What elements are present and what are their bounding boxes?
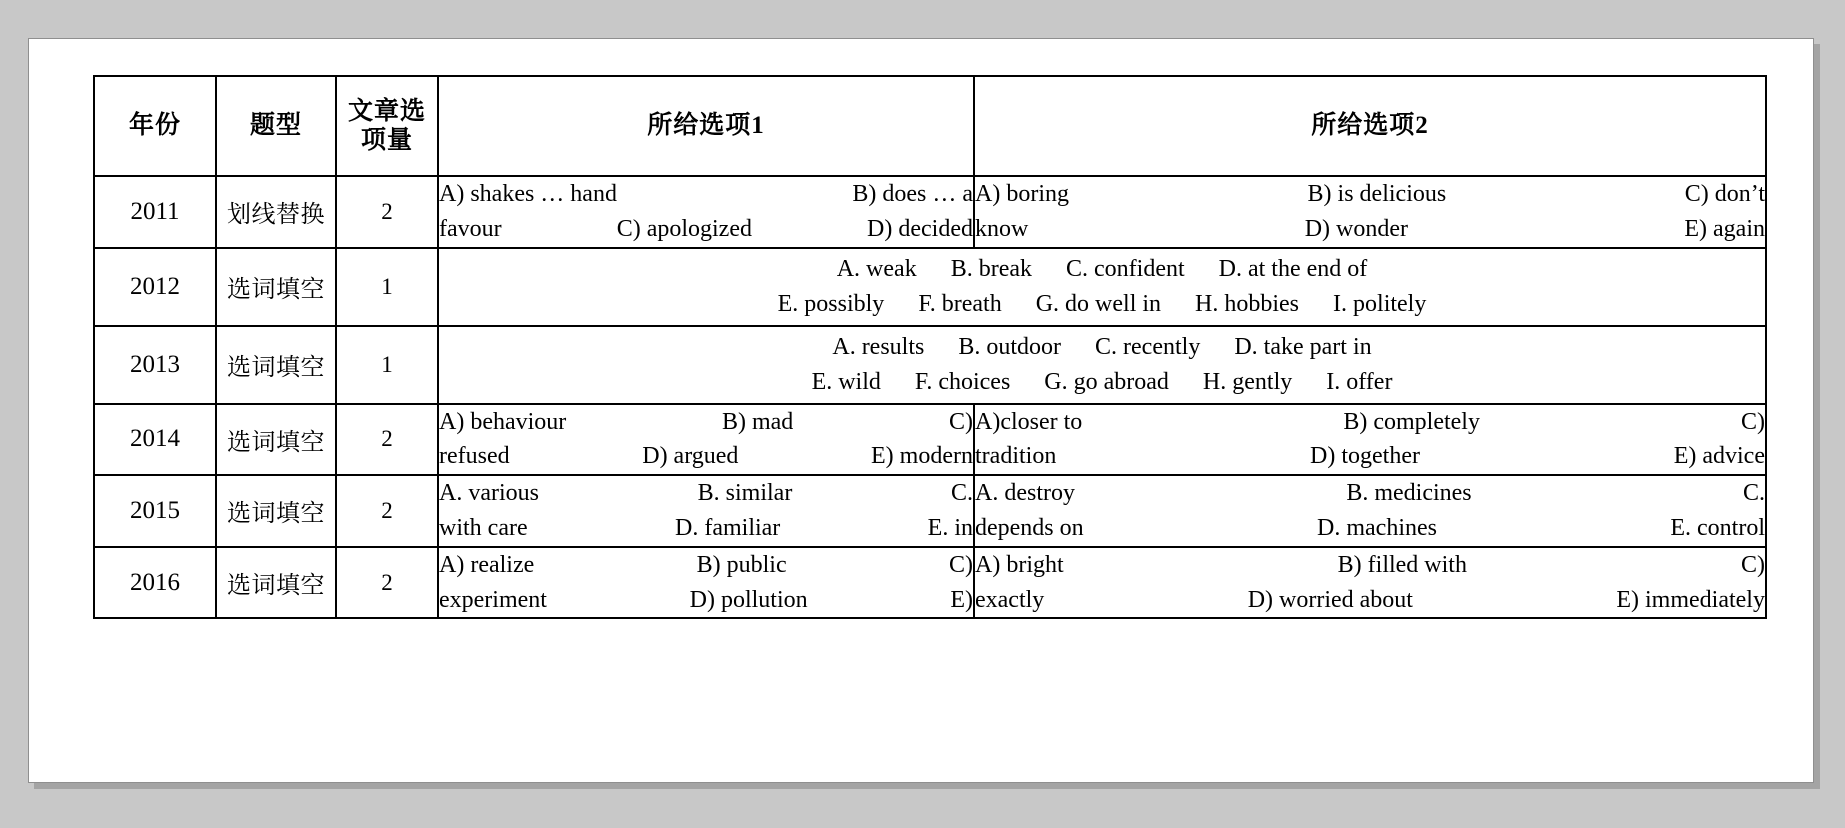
option-line xyxy=(975,439,1765,474)
option-item: H. gently xyxy=(1202,368,1293,395)
option-item: tradition xyxy=(975,443,1057,470)
option-item: I. politely xyxy=(1333,290,1427,317)
option-item: A) behaviour xyxy=(439,408,567,435)
option-line xyxy=(975,212,1765,247)
option-item: C) xyxy=(949,408,973,435)
option-item: C) xyxy=(1741,408,1765,435)
option-item: A. various xyxy=(439,480,539,507)
cell-option-count: 2 xyxy=(336,547,438,619)
option-item: with care xyxy=(439,514,528,541)
option-item: D. take part in xyxy=(1234,333,1372,360)
option-item: A. weak xyxy=(836,255,917,282)
option-item: A. destroy xyxy=(975,480,1075,507)
option-item: exactly xyxy=(975,586,1045,613)
option-line xyxy=(439,583,973,618)
cell-given-options-1 xyxy=(438,176,974,248)
table-header xyxy=(94,76,1766,176)
option-item: G. do well in xyxy=(1035,290,1162,317)
option-line xyxy=(439,177,973,212)
header-option-count-line1: 文章选 xyxy=(347,97,426,125)
option-item: D. machines xyxy=(1317,514,1437,541)
option-item: D) worried about xyxy=(1247,586,1413,613)
table-row xyxy=(94,404,1766,476)
option-item: A)closer to xyxy=(975,408,1083,435)
cell-question-type: 选词填空 xyxy=(216,326,336,404)
table-row xyxy=(94,326,1766,404)
option-line xyxy=(439,476,973,511)
option-line xyxy=(439,287,1765,322)
cell-given-options-2 xyxy=(974,547,1766,619)
option-item: B) completely xyxy=(1343,408,1480,435)
option-item: C. xyxy=(1742,480,1765,507)
option-line xyxy=(439,548,973,583)
option-item: D. at the end of xyxy=(1218,255,1368,282)
option-item: D) argued xyxy=(642,443,739,470)
table-header-row xyxy=(94,76,1766,176)
cell-given-options-1 xyxy=(438,547,974,619)
option-item: B. similar xyxy=(697,480,793,507)
cell-year: 2015 xyxy=(94,475,216,547)
table-row xyxy=(94,248,1766,326)
option-item: E) modern xyxy=(871,443,973,470)
option-item: D) together xyxy=(1310,443,1420,470)
exam-options-table xyxy=(93,75,1767,619)
cell-given-options-2 xyxy=(974,475,1766,547)
option-line xyxy=(975,583,1765,618)
option-item: B) is delicious xyxy=(1307,181,1447,207)
option-item: E. wild xyxy=(811,368,881,395)
option-item: B. break xyxy=(950,255,1032,282)
option-item: A) boring xyxy=(975,181,1069,207)
table-row xyxy=(94,176,1766,248)
cell-given-options-2 xyxy=(974,176,1766,248)
cell-given-options-1 xyxy=(438,404,974,476)
option-item: E) advice xyxy=(1673,443,1765,470)
option-item: C. recently xyxy=(1095,333,1201,360)
option-item: E. in xyxy=(927,514,973,541)
option-item: C) xyxy=(1740,551,1765,578)
cell-given-options-merged xyxy=(438,248,1766,326)
option-line xyxy=(439,212,973,247)
cell-question-type: 选词填空 xyxy=(216,547,336,619)
option-line xyxy=(439,405,973,440)
option-item: D) decided xyxy=(867,215,973,242)
document-sheet xyxy=(39,47,1803,774)
option-item: A) realize xyxy=(439,551,535,578)
option-item: E) xyxy=(950,586,973,613)
option-item: B) does … a xyxy=(852,181,973,207)
option-line xyxy=(975,476,1765,511)
option-item: B) public xyxy=(696,551,787,578)
option-item: I. offer xyxy=(1326,368,1393,395)
option-line xyxy=(439,330,1765,365)
option-line xyxy=(439,439,973,474)
cell-year: 2012 xyxy=(94,248,216,326)
option-item: E. possibly xyxy=(777,290,885,317)
header-given-options-1: 所给选项1 xyxy=(438,76,974,176)
option-item: D. familiar xyxy=(675,514,781,541)
cell-option-count: 1 xyxy=(336,326,438,404)
cell-year: 2013 xyxy=(94,326,216,404)
option-item: G. go abroad xyxy=(1044,368,1169,395)
option-line xyxy=(975,405,1765,440)
cell-given-options-2 xyxy=(974,404,1766,476)
cell-question-type: 选词填空 xyxy=(216,248,336,326)
option-item: experiment xyxy=(439,586,547,613)
cell-year: 2014 xyxy=(94,404,216,476)
option-item: C. xyxy=(950,480,973,507)
cell-question-type: 选词填空 xyxy=(216,404,336,476)
option-item: C) xyxy=(948,551,973,578)
option-item: C) don’t xyxy=(1684,181,1765,207)
option-item: C. confident xyxy=(1066,255,1185,282)
header-year: 年份 xyxy=(94,76,216,176)
option-item: F. breath xyxy=(918,290,1002,317)
cell-given-options-1 xyxy=(438,475,974,547)
option-item: A) shakes … hand xyxy=(439,181,617,207)
option-item: B. medicines xyxy=(1346,480,1472,507)
option-item: depends on xyxy=(975,514,1084,541)
header-option-count-line2: 项量 xyxy=(360,127,413,154)
header-option-count xyxy=(336,76,438,176)
cell-option-count: 1 xyxy=(336,248,438,326)
option-line xyxy=(975,511,1765,546)
option-item: A) bright xyxy=(975,551,1064,578)
option-line xyxy=(439,252,1765,287)
cell-option-count: 2 xyxy=(336,176,438,248)
option-item: B) mad xyxy=(721,408,794,435)
option-line xyxy=(439,511,973,546)
option-item: E) again xyxy=(1684,215,1765,242)
table-body xyxy=(94,176,1766,618)
cell-question-type: 选词填空 xyxy=(216,475,336,547)
option-item: D) pollution xyxy=(689,586,808,613)
cell-question-type: 划线替换 xyxy=(216,176,336,248)
header-question-type: 题型 xyxy=(216,76,336,176)
table-row xyxy=(94,475,1766,547)
document-page xyxy=(28,38,1814,783)
header-given-options-2: 所给选项2 xyxy=(974,76,1766,176)
cell-year: 2011 xyxy=(94,176,216,248)
cell-given-options-merged xyxy=(438,326,1766,404)
option-item: know xyxy=(975,215,1029,242)
option-line xyxy=(439,365,1765,400)
option-item: A. results xyxy=(832,333,925,360)
cell-year: 2016 xyxy=(94,547,216,619)
option-item: E) immediately xyxy=(1616,586,1765,613)
option-item: H. hobbies xyxy=(1195,290,1300,317)
option-item: favour xyxy=(439,215,502,242)
option-item: E. control xyxy=(1670,514,1765,541)
option-item: B. outdoor xyxy=(958,333,1062,360)
option-item: D) wonder xyxy=(1304,215,1409,242)
option-line xyxy=(975,548,1765,583)
table-row xyxy=(94,547,1766,619)
cell-option-count: 2 xyxy=(336,475,438,547)
option-line xyxy=(975,177,1765,212)
cell-option-count: 2 xyxy=(336,404,438,476)
option-item: C) apologized xyxy=(616,215,752,242)
option-item: F. choices xyxy=(914,368,1011,395)
option-item: B) filled with xyxy=(1337,551,1467,578)
option-item: refused xyxy=(439,443,510,470)
